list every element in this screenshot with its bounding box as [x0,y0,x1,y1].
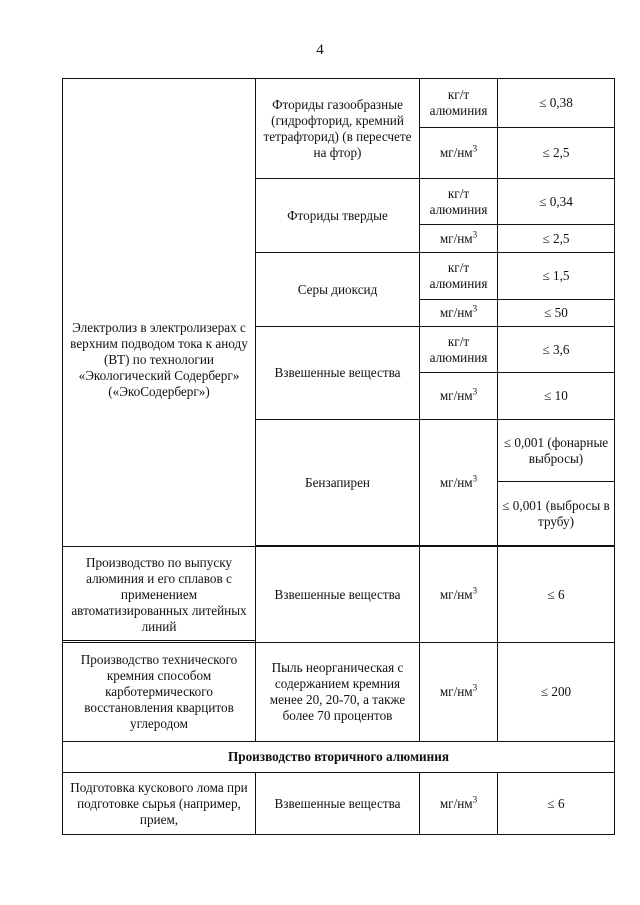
value-cell: ≤ 10 [498,373,615,420]
value-cell: ≤ 50 [498,300,615,327]
unit-cell: кг/т алюминия [420,79,498,128]
unit-cell: $мг/нм^3$ [420,773,498,835]
substance-cell: Пыль неорганическая с содержанием кремния менее 20, 20-70, а также более 70 процентов [256,643,420,742]
value-cell: ≤ 0,38 [498,79,615,128]
value-cell: ≤ 0,34 [498,179,615,225]
value-cell: ≤ 2,5 [498,128,615,179]
unit-cell: $мг/нм^3$ [420,420,498,546]
unit-cell: $мг/нм^3$ [420,547,498,643]
table-row [63,773,615,835]
unit-cell: $мг/нм^3$ [420,128,498,179]
unit-cell: кг/т алюминия [420,179,498,225]
unit-cell: кг/т алюминия [420,327,498,373]
table-row [63,547,615,643]
process-cell: Подготовка кускового лома при подготовке сырья (например, прием, [63,773,256,835]
section-title: Производство вторичного алюминия [63,742,615,773]
emission-norms-table-continued [62,546,615,835]
value-cell: ≤ 2,5 [498,225,615,253]
value-cell: ≤ 200 [498,643,615,742]
substance-cell: Взвешенные вещества [256,773,420,835]
process-cell: Производство технического кремния способом карботермического восстановления кварцитов углеродом [63,643,256,742]
table-row [63,79,615,128]
unit-cell: $мг/нм^3$ [420,225,498,253]
substance-cell: Взвешенные вещества [256,547,420,643]
substance-cell: Взвешенные вещества [256,327,420,420]
value-cell: ≤ 0,001 (фонарные выбросы) [498,420,615,482]
value-cell: ≤ 3,6 [498,327,615,373]
substance-cell: Фториды газообразные (гидрофторид, кремний тетрафторид) (в пересчете на фтор) [256,79,420,179]
unit-cell: $мг/нм^3$ [420,300,498,327]
process-cell: Электролиз в электролизерах с верхним подводом тока к аноду (ВТ) по технологии «Экологический Содерберг» («ЭкоСодерберг») [63,79,256,641]
value-cell: ≤ 6 [498,547,615,643]
value-cell: ≤ 0,001 (выбросы в трубу) [498,482,615,546]
process-cell: Производство по выпуску алюминия и его сплавов с применением автоматизированных литейных линий [63,547,256,643]
substance-cell: Бензапирен [256,420,420,546]
value-cell: ≤ 1,5 [498,253,615,300]
table-row [63,643,615,742]
substance-cell: Фториды твердые [256,179,420,253]
section-header-row [63,742,615,773]
unit-cell: $мг/нм^3$ [420,373,498,420]
page-number: 4 [316,42,324,58]
value-cell: ≤ 6 [498,773,615,835]
unit-cell: $мг/нм^3$ [420,643,498,742]
unit-cell: кг/т алюминия [420,253,498,300]
substance-cell: Серы диоксид [256,253,420,327]
